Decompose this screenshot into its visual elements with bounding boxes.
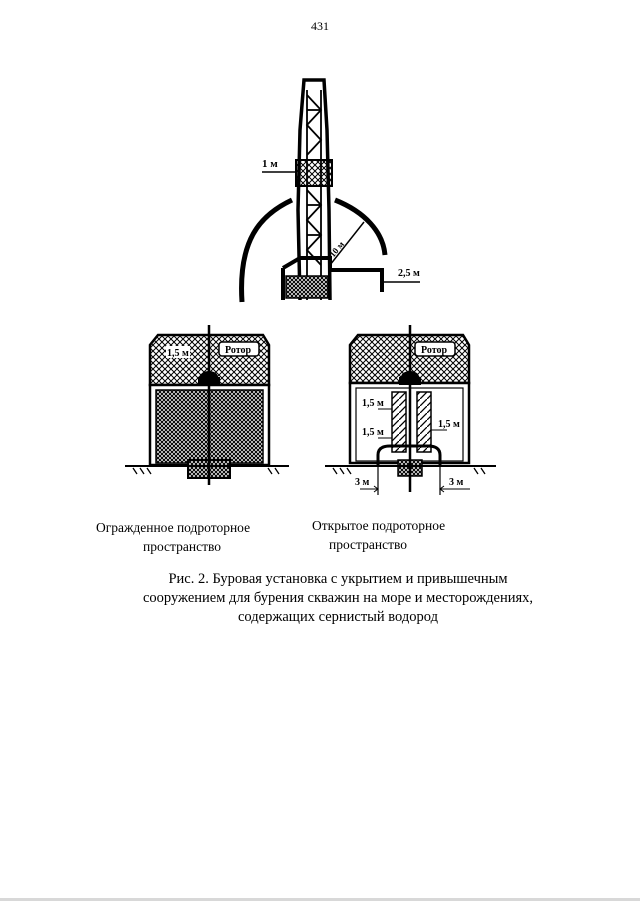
caption-line3: содержащих сернистый водород xyxy=(238,609,438,625)
side-label: 2,5 м xyxy=(398,268,420,279)
subcaption-left xyxy=(96,518,286,556)
subcaption-right xyxy=(312,516,492,554)
left-dim-label: 1,5 м xyxy=(167,348,189,359)
height-label: 1 м xyxy=(262,158,278,170)
caption-line2: сооружением для бурения скважин на море и месторождениях, xyxy=(142,590,534,606)
left-rotor-label: Ротор xyxy=(225,345,252,356)
figure-caption xyxy=(100,570,576,627)
right-dim-left-upper: 1,5 м xyxy=(362,398,384,409)
gap-left-label: 3 м xyxy=(355,477,370,488)
subcaption-left-line1: Огражденное подроторное xyxy=(96,520,251,535)
enclosed-substructure-drawing xyxy=(125,325,289,485)
radius-label: 10 м xyxy=(327,239,347,260)
open-substructure-drawing xyxy=(325,325,496,495)
page-number: 431 xyxy=(311,19,329,33)
gap-right-label: 3 м xyxy=(449,477,464,488)
derrick-drawing xyxy=(242,80,420,302)
right-dim-left-lower: 1,5 м xyxy=(362,427,384,438)
subcaption-left-line2: пространство xyxy=(143,539,222,554)
subcaption-right-line2: пространство xyxy=(329,537,408,552)
subcaption-right-line1: Открытое подроторное xyxy=(312,518,446,533)
caption-line1: Рис. 2. Буровая установка с укрытием и привышечным xyxy=(168,571,508,587)
page-bottom-edge xyxy=(0,898,640,901)
right-rotor-label: Ротор xyxy=(421,345,448,356)
right-dim-right: 1,5 м xyxy=(438,419,460,430)
